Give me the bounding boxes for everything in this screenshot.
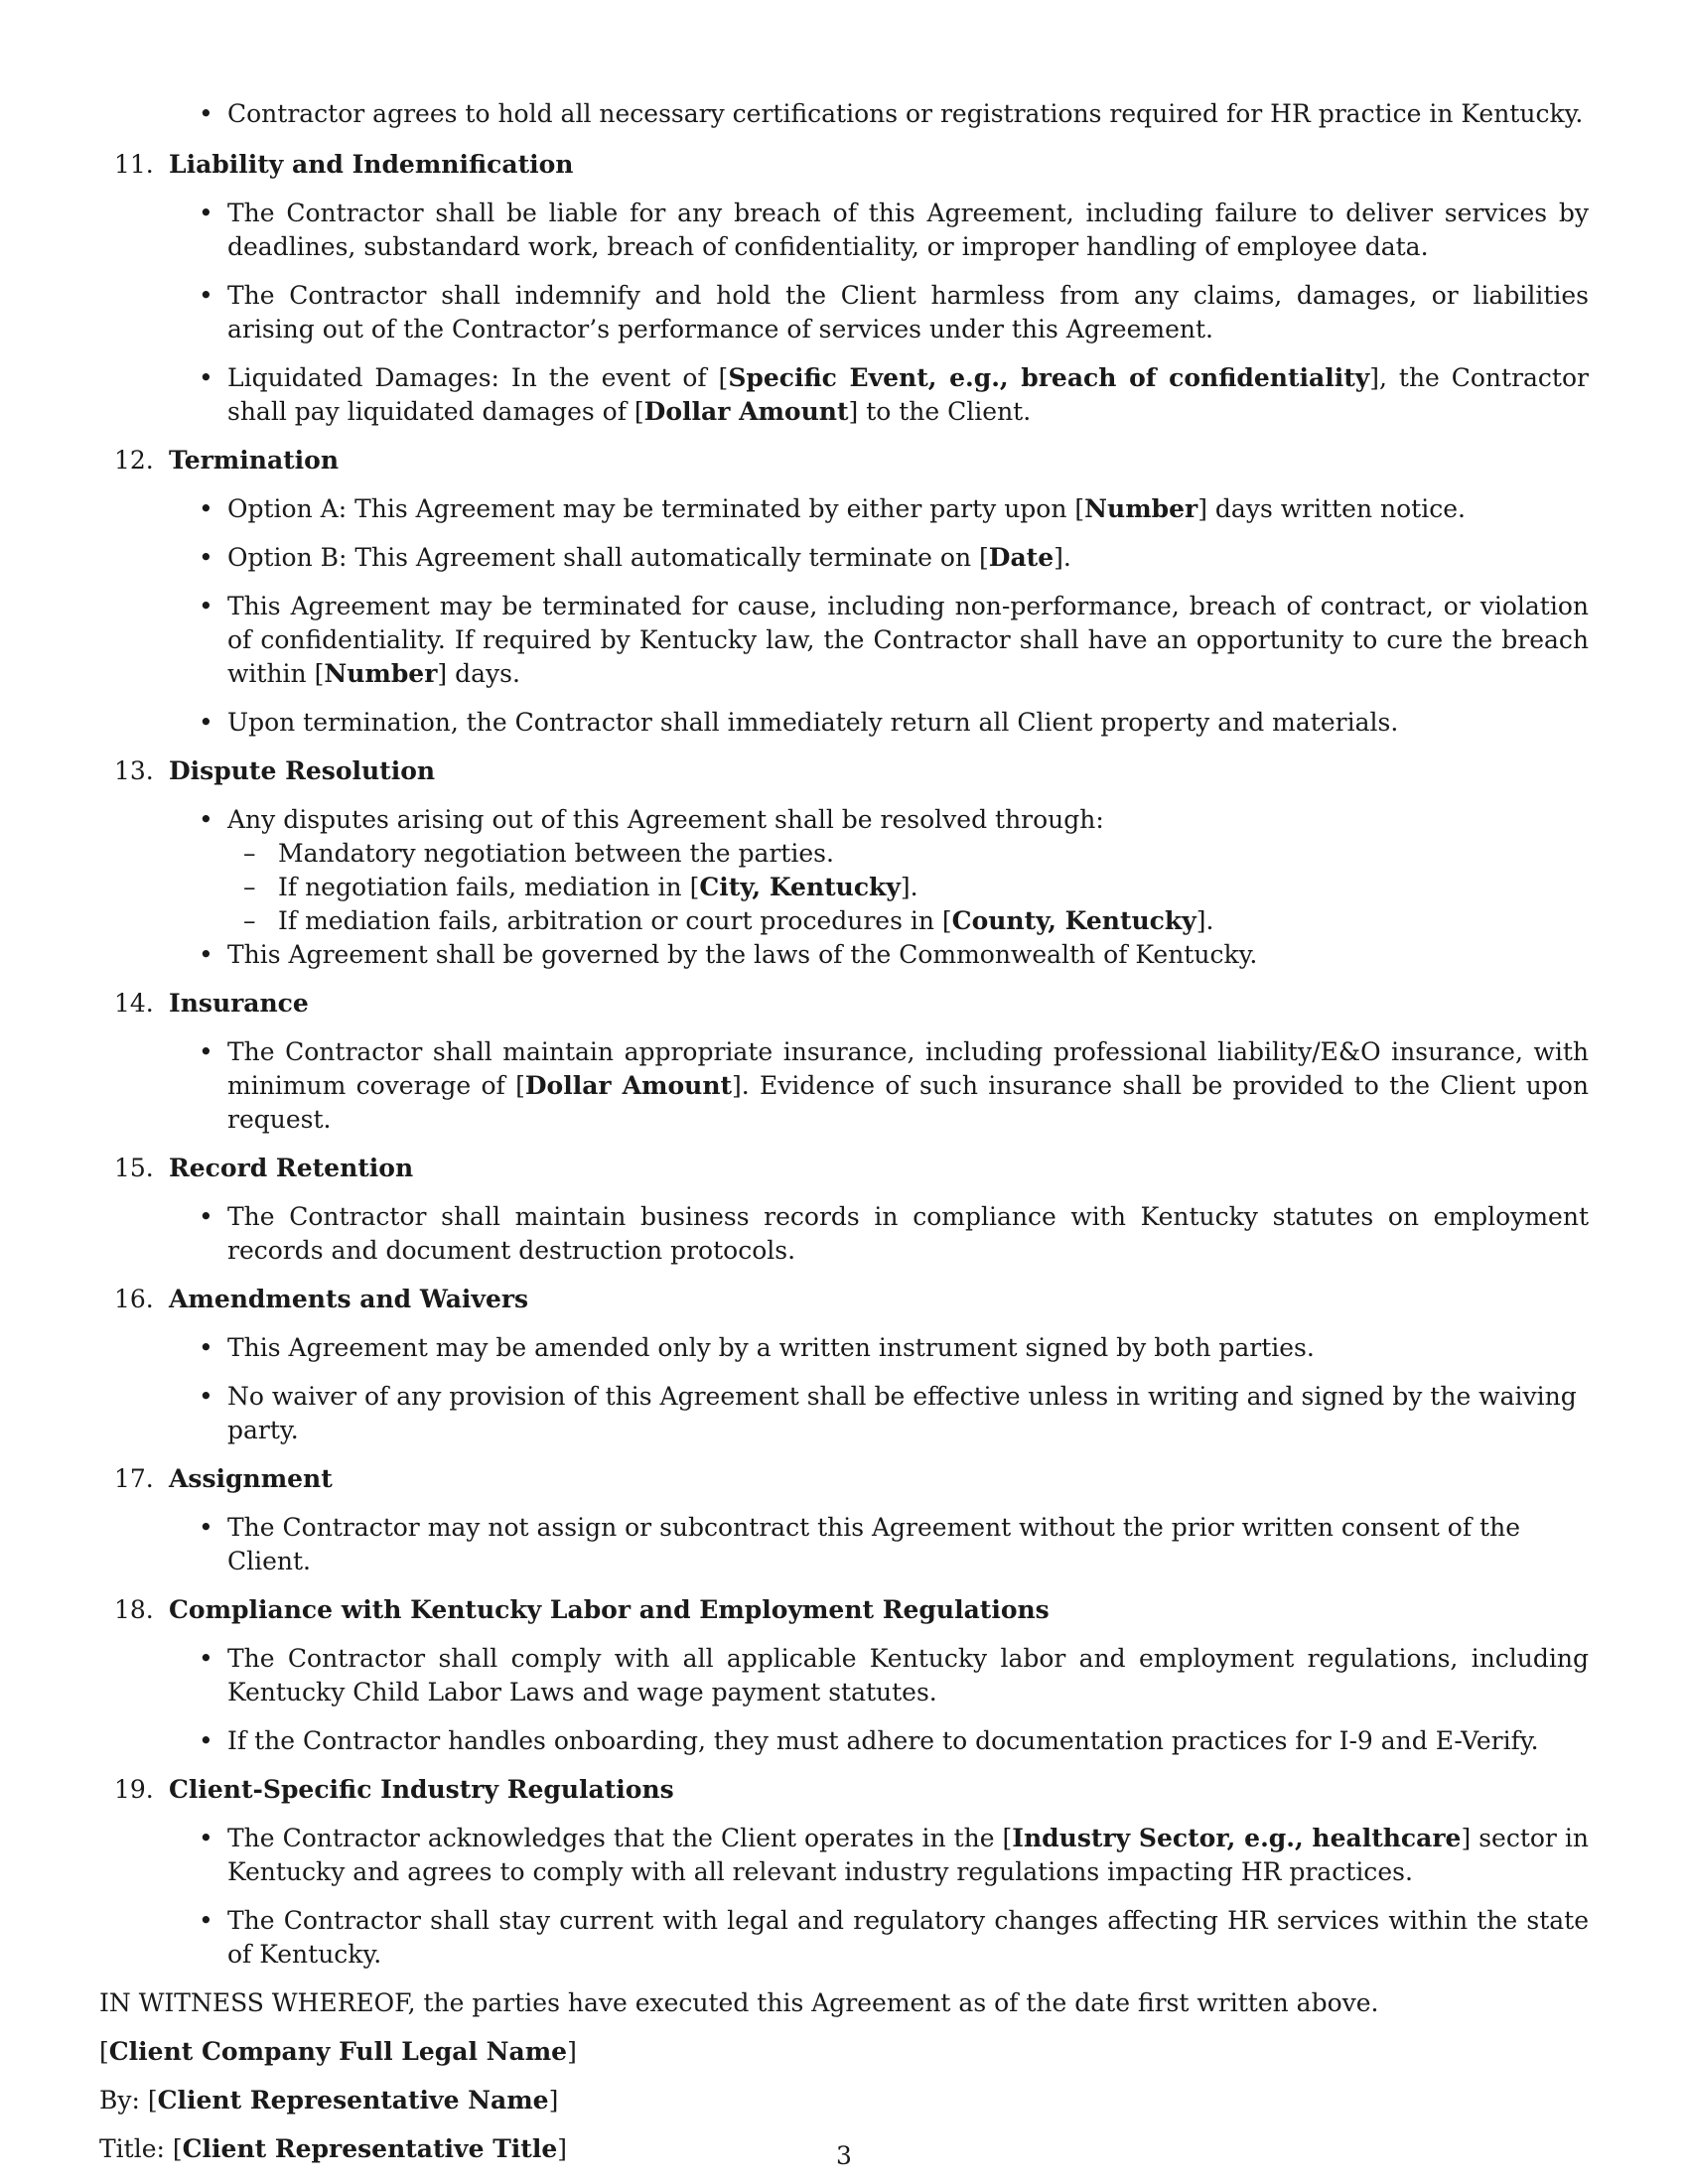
bullet-text: Upon termination, the Contractor shall immediately return all Client property and materials.	[227, 708, 1399, 737]
placeholder-field: Number	[324, 659, 438, 688]
list-item	[99, 590, 1589, 691]
bullet-text: The Contractor shall maintain business records in compliance with Kentucky statutes on employment records and document destruction protocols.	[227, 1202, 1589, 1265]
list-item	[99, 1035, 1589, 1137]
bullet-text: The Contractor shall be liable for any breach of this Agreement, including failure to deliver services by deadlines, substandard work, breach of confidentiality, or improper handling of employee data.	[227, 199, 1589, 261]
section-title: Insurance	[169, 989, 309, 1018]
placeholder-field: Date	[988, 543, 1055, 572]
bullet-text: Mandatory negotiation between the parties.	[278, 839, 834, 868]
section-number: 11.	[114, 150, 154, 179]
bullet-text: ] days.	[437, 659, 520, 688]
bullet-text: Contractor agrees to hold all necessary certifications or registrations required for HR practice in Kentucky.	[227, 99, 1584, 128]
list-item	[99, 803, 1589, 837]
list-item	[99, 492, 1589, 526]
bracket: [	[99, 2037, 109, 2066]
bullet-text: The Contractor acknowledges that the Client operates in the [	[227, 1824, 1013, 1852]
bracket: ]	[567, 2037, 577, 2066]
bullet-text: Option B: This Agreement shall automatically terminate on [	[227, 543, 989, 572]
section-number: 15.	[114, 1154, 154, 1182]
sub-list-item	[99, 837, 1589, 871]
list-item	[99, 97, 1589, 131]
bullet-text: The Contractor shall indemnify and hold the Client harmless from any claims, damages, or liabilities arising out of the Contractor’s performance of services under this Agreement.	[227, 281, 1589, 343]
bullet-text: If negotiation fails, mediation in [	[278, 873, 700, 901]
section-title: Termination	[169, 446, 340, 475]
bullet-text: The Contractor shall maintain appropriate insurance, including professional liability/E&O insurance, with minimum coverage of [	[227, 1037, 1589, 1100]
bullet-text: ] to the Client.	[848, 397, 1032, 426]
list-item	[99, 279, 1589, 346]
witness-statement: IN WITNESS WHEREOF, the parties have executed this Agreement as of the date first written above.	[99, 1988, 1379, 2017]
placeholder-field: Client Representative Name	[157, 2086, 549, 2115]
bullet-text: Liquidated Damages: In the event of [	[227, 363, 729, 392]
list-item	[99, 1331, 1589, 1365]
section-title: Amendments and Waivers	[169, 1285, 529, 1313]
page-number: 3	[836, 2141, 852, 2170]
section-heading-insurance	[99, 987, 1589, 1021]
bullet-text: ].	[1196, 906, 1214, 935]
section-number: 12.	[114, 446, 154, 475]
section-number: 13.	[114, 756, 154, 785]
section-heading-records	[99, 1152, 1589, 1185]
bullet-text: This Agreement shall be governed by the laws of the Commonwealth of Kentucky.	[227, 940, 1258, 969]
list-item	[99, 1642, 1589, 1709]
bullet-text: ].	[1054, 543, 1071, 572]
placeholder-field: Client Representative Title	[182, 2134, 558, 2163]
bullet-text: Any disputes arising out of this Agreement shall be resolved through:	[227, 805, 1104, 834]
list-item	[99, 1904, 1589, 1972]
bullet-text: If mediation fails, arbitration or court procedures in [	[278, 906, 952, 935]
bullet-text: If the Contractor handles onboarding, they must adhere to documentation practices for I-9 and E-Verify.	[227, 1726, 1539, 1755]
bullet-text: ] days written notice.	[1197, 494, 1466, 523]
section-title: Liability and Indemnification	[169, 150, 574, 179]
bullet-text: ].	[900, 873, 918, 901]
list-item	[99, 1724, 1589, 1758]
list-item	[99, 1822, 1589, 1889]
section-title: Compliance with Kentucky Labor and Employment Regulations	[169, 1595, 1050, 1624]
bullet-text: The Contractor shall stay current with legal and regulatory changes affecting HR services within the state of Kentucky.	[227, 1906, 1589, 1969]
section-title: Record Retention	[169, 1154, 414, 1182]
section-heading-termination	[99, 444, 1589, 478]
section-heading-compliance	[99, 1593, 1589, 1627]
bracket: ]	[557, 2134, 568, 2163]
list-item	[99, 1200, 1589, 1268]
bullet-text: ], the Contractor shall pay liquidated damages of [	[227, 363, 1589, 426]
list-item	[99, 197, 1589, 264]
placeholder-field: Specific Event, e.g., breach of confidentiality	[728, 363, 1370, 392]
placeholder-field: Number	[1084, 494, 1198, 523]
section-number: 16.	[114, 1285, 154, 1313]
document-page	[99, 97, 1589, 2166]
placeholder-field: City, Kentucky	[699, 873, 901, 901]
section-title: Dispute Resolution	[169, 756, 436, 785]
section-number: 17.	[114, 1464, 154, 1493]
list-item	[99, 1511, 1589, 1578]
section-heading-liability	[99, 148, 1589, 182]
bullet-text: ]. Evidence of such insurance shall be provided to the Client upon request.	[227, 1071, 1589, 1134]
signature-company	[99, 2035, 1589, 2069]
bullet-text: No waiver of any provision of this Agreement shall be effective unless in writing and signed by the waiving party.	[227, 1382, 1577, 1444]
section-number: 18.	[114, 1595, 154, 1624]
sub-list-item	[99, 904, 1589, 938]
list-item	[99, 361, 1589, 429]
bullet-text: The Contractor shall comply with all applicable Kentucky labor and employment regulations, including Kentucky Child Labor Laws and wage payment statutes.	[227, 1644, 1589, 1706]
bullet-text: This Agreement may be amended only by a written instrument signed by both parties.	[227, 1333, 1315, 1362]
bullet-text: ] sector in Kentucky and agrees to comply with all relevant industry regulations impacting HR practices.	[227, 1824, 1590, 1886]
list-item	[99, 541, 1589, 575]
list-item	[99, 1380, 1589, 1447]
section-number: 19.	[114, 1775, 154, 1804]
section-heading-industry	[99, 1773, 1589, 1807]
placeholder-field: Dollar Amount	[643, 397, 849, 426]
bullet-text: Option A: This Agreement may be terminated by either party upon [	[227, 494, 1085, 523]
section-title: Client-Specific Industry Regulations	[169, 1775, 674, 1804]
signature-label: By: [	[99, 2086, 158, 2115]
placeholder-field: County, Kentucky	[951, 906, 1196, 935]
signature-label: Title: [	[99, 2134, 183, 2163]
signature-by	[99, 2084, 1589, 2117]
section-heading-assignment	[99, 1462, 1589, 1496]
sub-list-item	[99, 871, 1589, 904]
section-number: 14.	[114, 989, 154, 1018]
list-item	[99, 938, 1589, 972]
list-item	[99, 706, 1589, 740]
placeholder-field: Dollar Amount	[524, 1071, 733, 1100]
bracket: ]	[548, 2086, 559, 2115]
section-title: Assignment	[169, 1464, 333, 1493]
section-heading-amendments	[99, 1283, 1589, 1316]
bullet-text: The Contractor may not assign or subcontract this Agreement without the prior written consent of the Client.	[227, 1513, 1521, 1575]
bullet-text: This Agreement may be terminated for cause, including non-performance, breach of contract, or violation of confidentiality. If required by Kentucky law, the Contractor shall have an opportunity to cure the breach within [	[227, 592, 1589, 688]
placeholder-field: Client Company Full Legal Name	[108, 2037, 568, 2066]
section-heading-dispute	[99, 754, 1589, 788]
placeholder-field: Industry Sector, e.g., healthcare	[1012, 1824, 1462, 1852]
